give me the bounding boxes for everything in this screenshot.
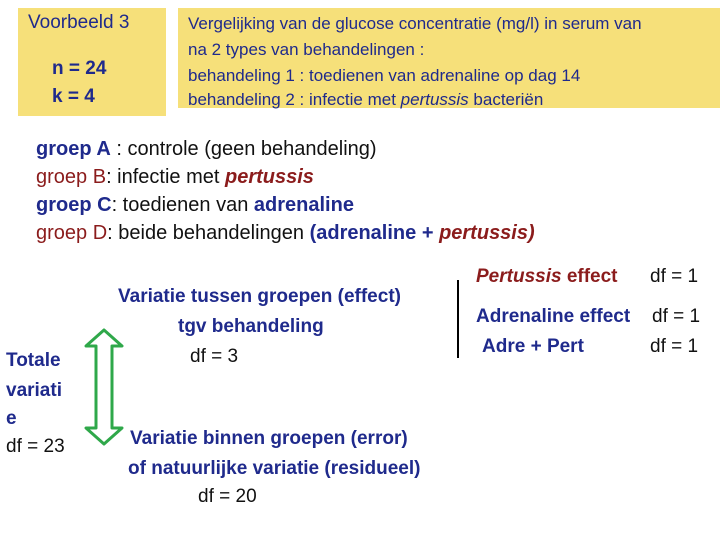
group-count: k = 4 xyxy=(52,86,95,107)
effect-pertussis-df: df = 1 xyxy=(650,266,699,287)
effect-adrenaline: Adrenaline effect xyxy=(476,306,631,327)
between-variation-line-1: Variatie tussen groepen (effect) xyxy=(118,286,401,307)
example-title: Voorbeeld 3 xyxy=(28,12,130,33)
description-line-3: behandeling 1 : toedienen van adrenaline op dag 14 xyxy=(188,66,581,85)
sample-size: n = 24 xyxy=(52,58,107,79)
group-c xyxy=(36,194,354,217)
description-line-4-italic: pertussis xyxy=(400,90,469,109)
within-variation-df: df = 20 xyxy=(198,486,257,507)
effect-pertussis-label: effect xyxy=(561,266,618,287)
within-variation-line-2: of natuurlijke variatie (residueel) xyxy=(128,458,421,479)
group-b xyxy=(36,166,314,189)
group-a xyxy=(36,138,377,161)
description-line-1: Vergelijking van de glucose concentratie (mg/l) in serum van xyxy=(188,14,642,33)
between-variation-line-2: tgv behandeling xyxy=(178,316,324,337)
within-variation-line-1: Variatie binnen groepen (error) xyxy=(130,428,408,449)
group-b-label: groep B xyxy=(36,166,107,188)
group-b-italic: pertussis xyxy=(225,166,314,188)
effect-pertussis xyxy=(476,266,618,288)
effect-interaction: Adre + Pert xyxy=(482,336,584,357)
bracket-icon xyxy=(452,278,464,360)
total-variation-line-3: e xyxy=(6,408,17,429)
group-c-bold: adrenaline xyxy=(253,194,354,216)
effect-pertussis-italic: Pertussis xyxy=(476,266,562,287)
group-b-text: : infectie met xyxy=(106,166,225,188)
between-variation-df: df = 3 xyxy=(190,346,239,367)
group-d xyxy=(36,222,535,245)
group-a-text: : controle (geen behandeling) xyxy=(110,138,377,160)
group-d-bold: (adrenaline + xyxy=(309,222,440,244)
total-variation-line-2: variati xyxy=(6,380,62,401)
effect-adrenaline-df: df = 1 xyxy=(652,306,701,327)
total-variation-df: df = 23 xyxy=(6,436,65,457)
description-line-2: na 2 types van behandelingen : xyxy=(188,40,425,59)
group-d-label: groep D xyxy=(36,222,108,244)
description-line-4 xyxy=(188,90,543,110)
description-line-4-end: bacteriën xyxy=(468,90,544,109)
double-arrow-icon xyxy=(78,328,126,446)
group-d-text: : beide behandelingen xyxy=(107,222,310,244)
description-line-4-start: behandeling 2 : infectie met xyxy=(188,90,401,109)
group-c-text: : toedienen van xyxy=(111,194,254,216)
effect-interaction-df: df = 1 xyxy=(650,336,699,357)
group-a-label: groep A xyxy=(36,138,111,160)
group-c-label: groep C xyxy=(36,194,112,216)
group-d-italic: pertussis) xyxy=(439,222,535,244)
total-variation-line-1: Totale xyxy=(6,350,61,371)
